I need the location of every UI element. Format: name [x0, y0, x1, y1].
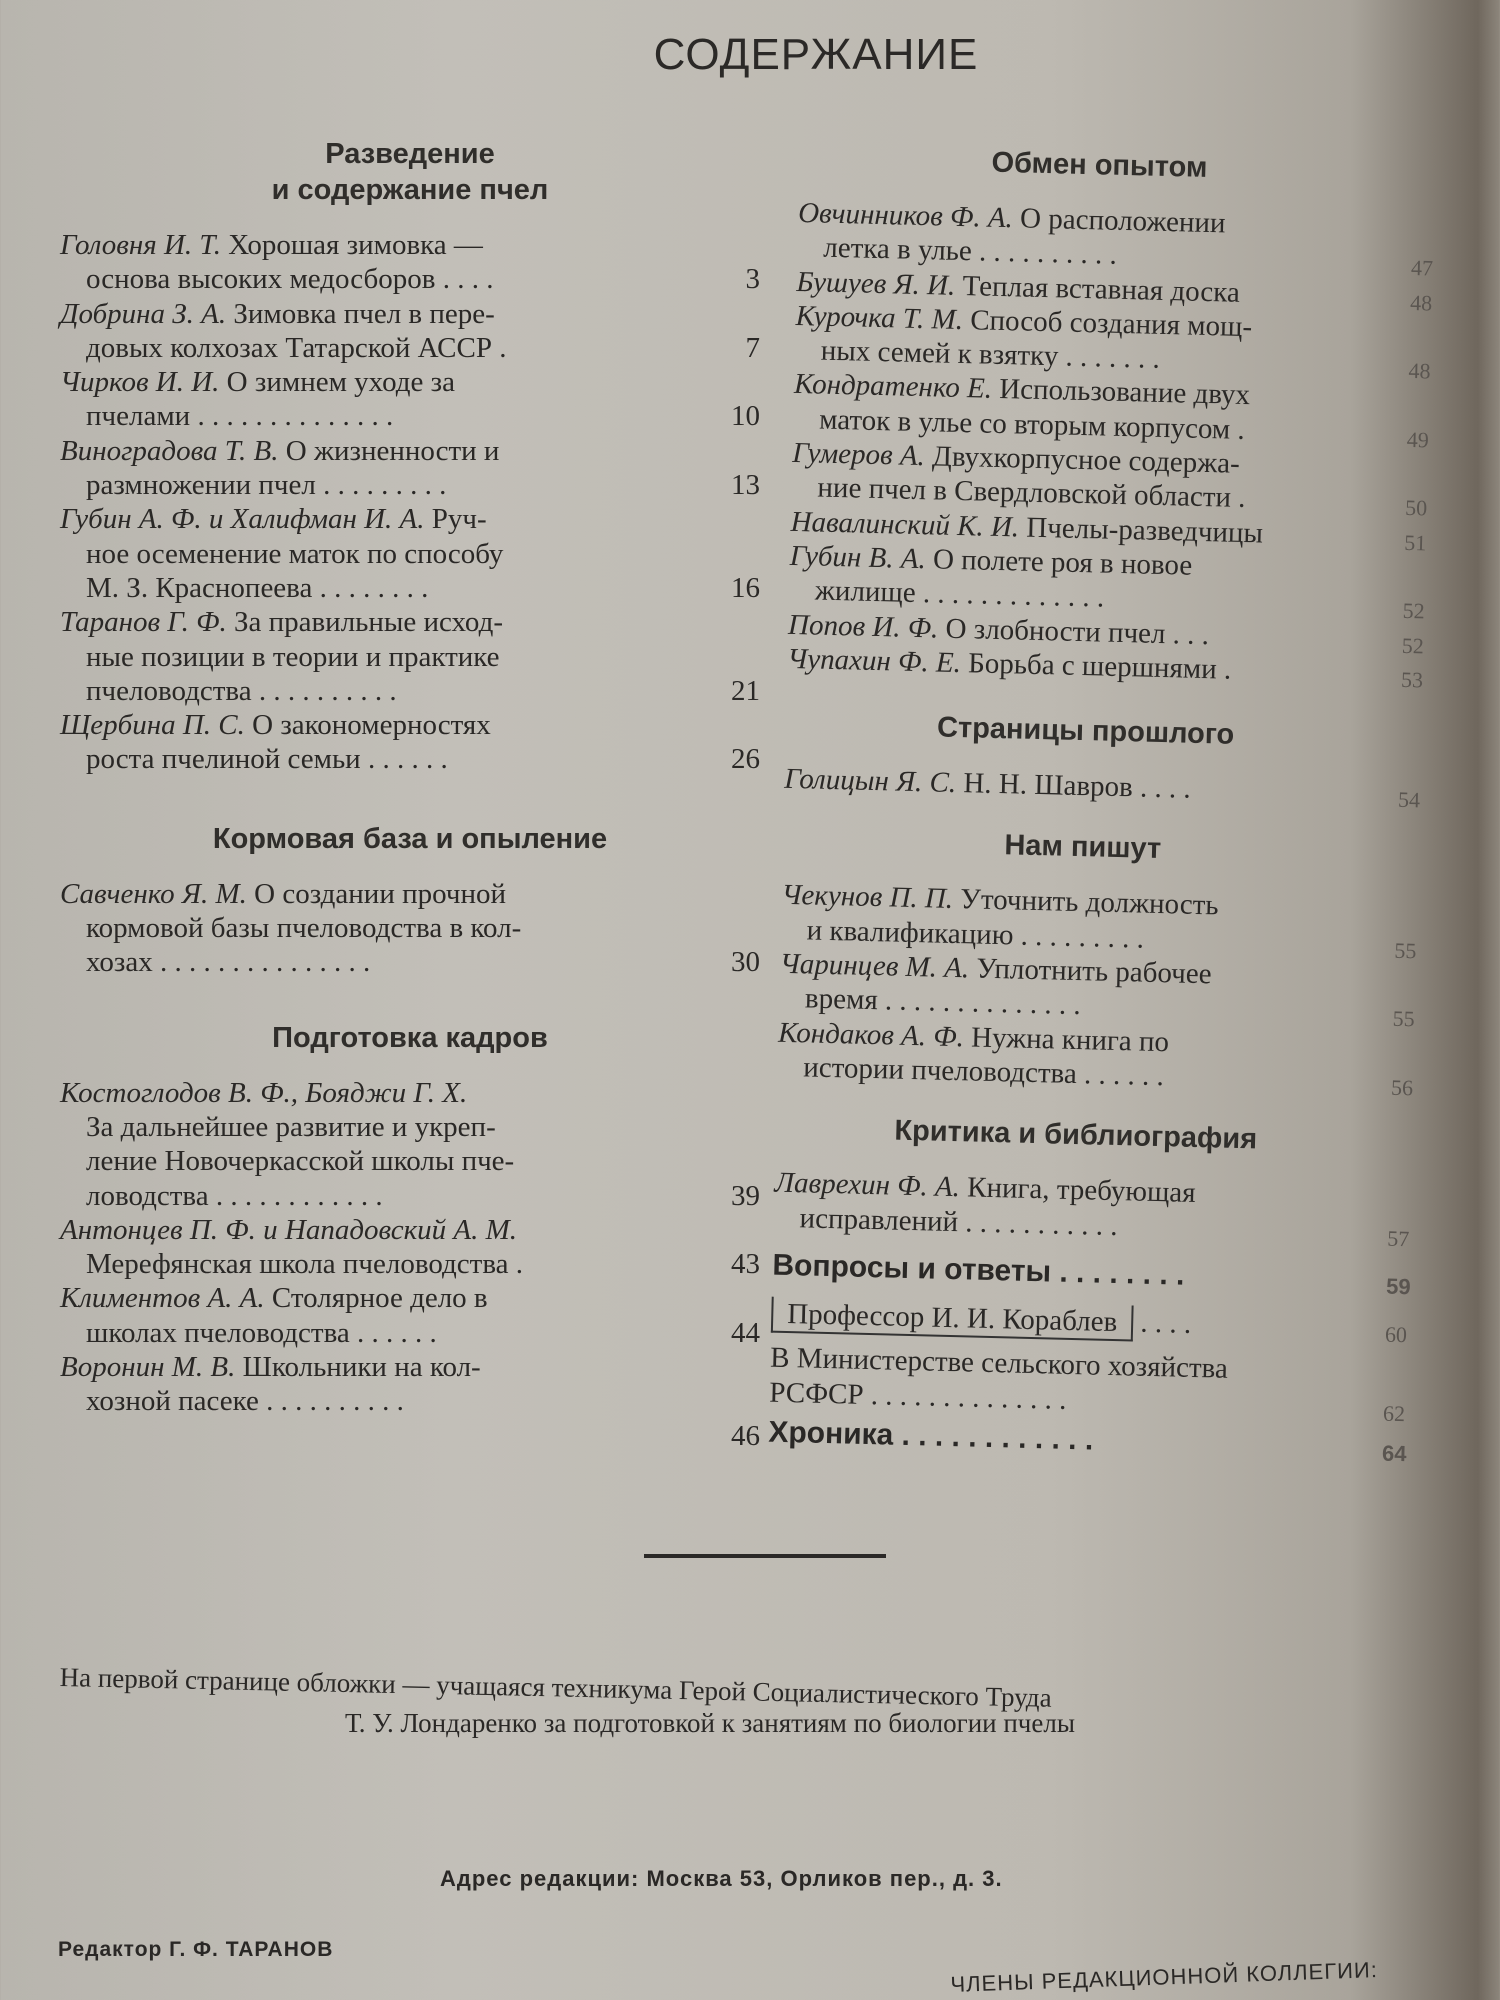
ministry-line: В Министерстве сельского хозяйства: [769, 1342, 1229, 1386]
entry-line: ные позиции в теории и практике: [86, 640, 500, 673]
entry-title: Школьники на кол-: [242, 1351, 481, 1384]
entry-line: [60, 877, 760, 911]
entry-line: М. З. Краснопеева . . . . . . . . 16: [86, 571, 760, 604]
section-heading: Страницы прошлого: [936, 711, 1235, 751]
entry-line: роста пчелиной семьи . . . . . . 26: [86, 743, 760, 776]
section-heading-line: и содержание пчел: [271, 174, 549, 206]
section-heading: Критика и библиография: [894, 1114, 1258, 1156]
entry-line: пчелами . . . . . . . . . . . . . . 10: [86, 400, 760, 433]
page-number: 7: [745, 331, 760, 364]
entry-line: кормовой базы пчеловодства в кол-: [86, 912, 522, 945]
entry-author: Чупахин Ф. Е.: [786, 642, 962, 679]
left-column: [60, 136, 760, 1453]
entry-line: [60, 297, 760, 331]
leader-dots: . . . .: [1140, 1306, 1192, 1341]
chronicle: [768, 1415, 1407, 1467]
entry-author: Попов И. Ф.: [787, 608, 939, 645]
entry-author: Голицын Я. С.: [783, 762, 957, 800]
page-number: 47: [1410, 255, 1434, 281]
entry-author: Губин В. А.: [789, 539, 927, 576]
entry-author: Бушуев Я. И.: [796, 265, 956, 302]
page-number: 39: [731, 1179, 760, 1212]
right-column: [768, 140, 1434, 1467]
entry-line: [60, 1281, 760, 1315]
page-number: 51: [1404, 529, 1427, 556]
toc-section: [60, 136, 760, 777]
page-number: 46: [731, 1419, 760, 1452]
entry-line: ное осеменение маток по способу: [86, 537, 504, 570]
entry-title: О полете роя в новое: [932, 543, 1193, 582]
entry-author: Воронин М. В.: [60, 1351, 236, 1384]
entry-line: довых колхозах Татарской АССР . 7: [86, 331, 760, 364]
editorial-board-heading: ЧЛЕНЫ РЕДАКЦИОННОЙ КОЛЛЕГИИ:: [950, 1957, 1379, 1997]
page-number: 44: [731, 1316, 760, 1349]
entry-author: Чаринцев М. А.: [779, 947, 970, 985]
page-number: 56: [1390, 1074, 1414, 1101]
page-number: 52: [1402, 598, 1425, 624]
entry-line: [60, 434, 760, 468]
entry-line: [60, 228, 760, 262]
editor-name: Редактор Г. Ф. ТАРАНОВ: [58, 1938, 334, 1961]
entry-line: хозной пасеке . . . . . . . . . .: [86, 1385, 404, 1418]
toc-entry[interactable]: [783, 762, 1421, 813]
entry-line: [60, 1076, 760, 1110]
entry-line: основа высоких медосборов . . . . 3: [86, 263, 760, 296]
entry-line: ление Новочеркасской школы пче-: [86, 1145, 515, 1178]
entry-title: О жизненности и: [285, 434, 500, 467]
entry-title: Уплотнить рабочее: [976, 952, 1212, 991]
chronicle-label: Хроника . . . . . . . . . . . .: [768, 1415, 1094, 1457]
entry-title: Теплая вставная доска: [962, 269, 1241, 309]
entry-line: Мерефянская школа пчеловодства . 43: [86, 1248, 760, 1281]
cover-note-line-1: На первой странице обложки — учащаяся техникума Герой Социалистического Труда: [59, 1662, 1053, 1713]
section-heading: Нам пишут: [1004, 829, 1162, 866]
page-number: 59: [1385, 1273, 1411, 1300]
divider-rule: [644, 1554, 886, 1558]
entry-title: Двухкорпусное содержа-: [931, 440, 1241, 480]
toc-entry[interactable]: [60, 1213, 760, 1282]
entry-line: размножении пчел . . . . . . . . . 13: [86, 469, 760, 502]
entry-author: Овчинников Ф. А.: [797, 196, 1014, 235]
entry-title: О создании прочной: [254, 877, 506, 910]
entry-author: Костоглодов В. Ф., Бояджи Г. Х.: [60, 1076, 468, 1109]
toc-entry[interactable]: [60, 228, 760, 297]
section-heading: Обмен опытом: [991, 146, 1208, 184]
toc-entry[interactable]: [60, 877, 760, 980]
page-number: 57: [1387, 1225, 1410, 1251]
entry-author: Климентов А. А.: [60, 1282, 265, 1315]
entry-title: За правильные исход-: [233, 606, 504, 639]
entry-author: Щербина П. С.: [60, 709, 245, 742]
cover-note-line-2: Т. У. Лондаренко за подготовкой к занятиям по биологии пчелы: [345, 1708, 1075, 1738]
entry-author: Добрина З. А.: [60, 297, 227, 330]
professor-title-box: Профессор И. И. Кораблев: [771, 1297, 1134, 1342]
entry-title: Хорошая зимовка —: [228, 229, 483, 261]
entry-line: [60, 502, 760, 536]
toc-entry[interactable]: [60, 1076, 760, 1213]
entry-line: [783, 762, 1421, 813]
editorial-address: Адрес редакции: Москва 53, Орликов пер., д. 3.: [440, 1866, 1003, 1891]
toc-section: [786, 140, 1434, 693]
toc-entry[interactable]: [60, 297, 760, 366]
entry-author: Савченко Я. М.: [60, 877, 247, 910]
page-number: 64: [1381, 1440, 1407, 1467]
toc-entry[interactable]: [773, 1166, 1410, 1251]
questions-answers-label: Вопросы и ответы . . . . . . . .: [772, 1248, 1185, 1292]
entry-line: исправлений . . . . . . . . . . . 57: [773, 1200, 1374, 1249]
entry-title: Использование двух: [998, 373, 1251, 412]
entry-line: ловодства . . . . . . . . . . . . 39: [86, 1179, 760, 1212]
page-number: 49: [1406, 426, 1430, 453]
entry-author: Чирков И. И.: [60, 366, 220, 399]
toc-entry[interactable]: [60, 502, 760, 605]
page-number: 54: [1397, 786, 1421, 813]
page-number: 50: [1404, 495, 1428, 521]
entry-author: Навалинский К. И.: [790, 505, 1020, 544]
page-number: 43: [731, 1248, 760, 1281]
entry-author: Губин А. Ф. и Халифман И. А.: [60, 503, 425, 536]
professor-entry: [771, 1297, 1408, 1348]
toc-entry[interactable]: [60, 434, 760, 503]
entry-author: Виноградова Т. В.: [60, 434, 279, 467]
entry-line: [60, 1419, 760, 1453]
page-number: 55: [1392, 1006, 1416, 1032]
toc-entry[interactable]: [60, 365, 760, 434]
page-number: 48: [1409, 289, 1433, 316]
toc-section: [60, 1020, 760, 1453]
page-number: 16: [731, 571, 760, 604]
entry-line: пчеловодства . . . . . . . . . . 21: [86, 674, 760, 707]
page-number: 55: [1394, 937, 1417, 964]
entry-line: ных семей к взятку . . . . . . . 48: [794, 333, 1395, 382]
page-number: 3: [745, 263, 760, 296]
ministry-line-text: РСФСР . . . . . . . . . . . . . .: [769, 1376, 1067, 1416]
entry-line: истории пчеловодства . . . . . . 56: [777, 1050, 1378, 1099]
toc-section: [777, 822, 1417, 1101]
section-heading: Подготовка кадров: [272, 1021, 548, 1054]
section-heading: Кормовая база и опыление: [212, 822, 608, 855]
entry-author: Кондратенко Е.: [793, 368, 993, 406]
questions-answers: [772, 1248, 1411, 1300]
entry-title: Н. Н. Шавров . . . .: [963, 767, 1192, 805]
entry-title: Нужна книга по: [970, 1021, 1170, 1058]
entry-title: Способ создания мощ-: [969, 304, 1253, 343]
entry-author: Головня И. Т.: [60, 229, 221, 261]
entry-line: хозах . . . . . . . . . . . . . . . 30: [86, 946, 760, 979]
entry-title: О закономерностях: [252, 709, 491, 742]
entry-line: жилище . . . . . . . . . . . . . 52: [789, 573, 1390, 622]
entry-line: [60, 365, 760, 399]
entry-line: За дальнейшее развитие и укреп-: [86, 1110, 496, 1143]
entry-title: Столярное дело в: [271, 1282, 488, 1315]
toc-section: [773, 1110, 1410, 1251]
entry-line: и квалификацию . . . . . . . . . 55: [780, 913, 1381, 962]
page-number: 60: [1384, 1321, 1408, 1348]
page-title: СОДЕРЖАНИЕ: [653, 30, 979, 79]
entry-line: [60, 605, 760, 639]
entry-line: [60, 1213, 760, 1247]
entry-title: Уточнить должность: [960, 883, 1219, 922]
page-number: 21: [731, 674, 760, 707]
entry-line: ние пчел в Свердловской области . 50: [791, 470, 1392, 519]
entry-author: Гумеров А.: [791, 436, 926, 473]
entry-author: Курочка Т. М.: [795, 299, 964, 336]
entry-line: маток в улье со вторым корпусом . 49: [793, 402, 1394, 451]
toc-section: [783, 706, 1421, 813]
entry-author: Таранов Г. Ф.: [60, 606, 227, 639]
entry-line: школах пчеловодства . . . . . . 44: [86, 1316, 760, 1349]
section-heading: [60, 136, 760, 208]
toc-section: [60, 821, 760, 980]
entry-title: О зимнем уходе за: [226, 366, 455, 399]
page-number: 48: [1408, 358, 1431, 384]
page-number: 10: [731, 400, 760, 433]
entry-author: Лаврехин Ф. А.: [774, 1166, 961, 1204]
entry-author: Антонцев П. Ф. и Нападовский А. М.: [60, 1213, 518, 1246]
toc-entry[interactable]: [60, 1350, 760, 1453]
entry-title: Пчелы-разведчицы: [1025, 511, 1264, 550]
entry-line: летка в улье . . . . . . . . . . 47: [797, 230, 1398, 279]
entry-title: О злобности пчел . . .: [945, 612, 1210, 651]
entry-title: Борьба с шершнями .: [967, 647, 1232, 686]
entry-title: Зимовка пчел в пере-: [233, 297, 495, 330]
page-number: 53: [1400, 666, 1424, 693]
page-number: 62: [1382, 1400, 1406, 1426]
page-number: 13: [731, 469, 760, 502]
toc-entry[interactable]: [60, 708, 760, 777]
page-number: 26: [731, 743, 760, 776]
entry-title: Руч-: [431, 503, 487, 536]
entry-title: Книга, требующая: [966, 1171, 1196, 1210]
page-number: 30: [731, 946, 760, 979]
entry-line: время . . . . . . . . . . . . . . 55: [779, 981, 1380, 1030]
entry-author: Чекунов П. П.: [781, 879, 954, 916]
entry-author: Кондаков А. Ф.: [777, 1016, 965, 1053]
page-number: 52: [1401, 632, 1425, 658]
entry-line: [60, 708, 760, 742]
section-heading-line: Разведение: [325, 138, 495, 170]
toc-entry[interactable]: [60, 605, 760, 708]
entry-line: [60, 1350, 760, 1384]
toc-entry[interactable]: [60, 1281, 760, 1350]
entry-title: О расположении: [1019, 202, 1226, 240]
